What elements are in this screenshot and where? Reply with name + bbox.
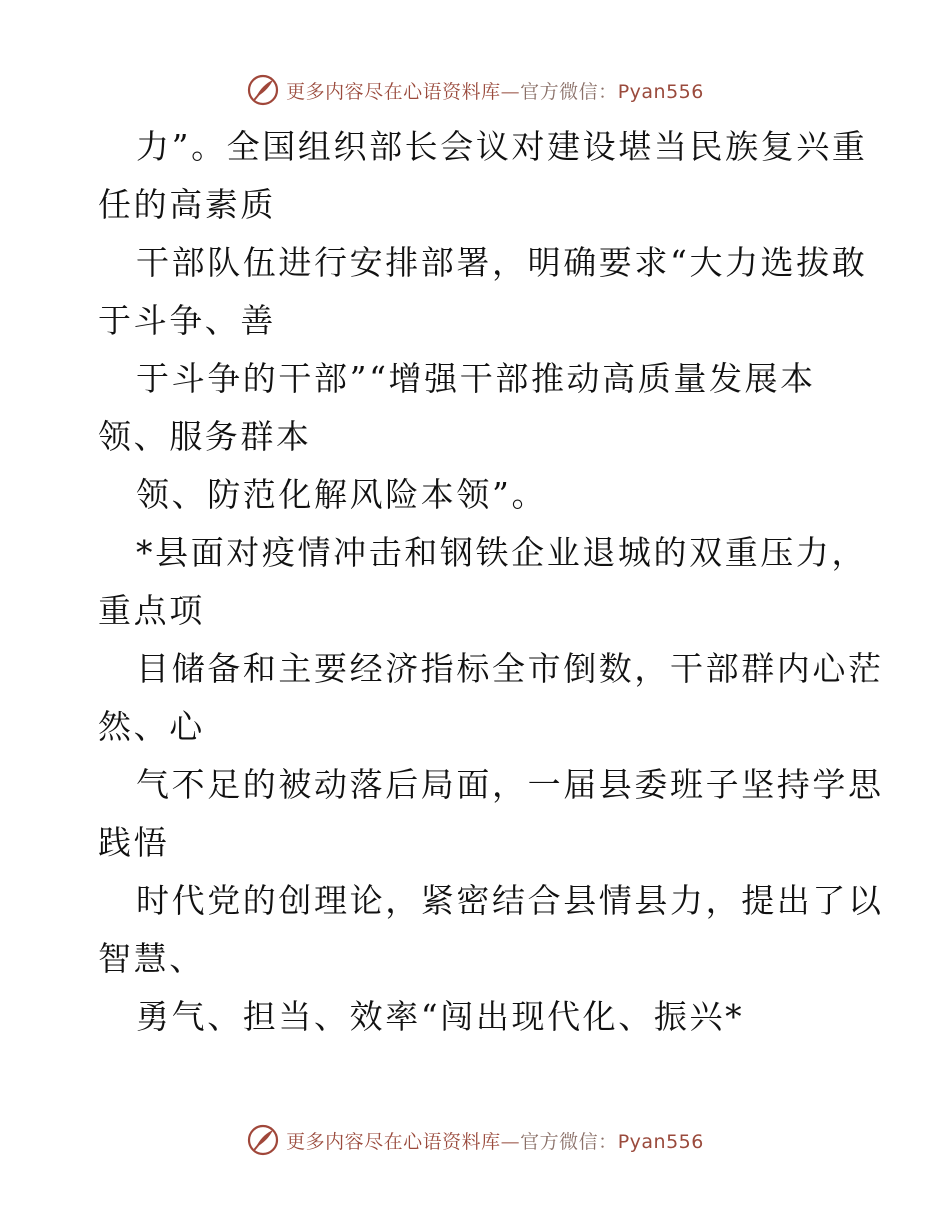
text-line: 目储备和主要经济指标全市倒数，干部群内心茫 [136, 649, 884, 688]
feather-pen-logo-icon [246, 73, 280, 107]
text-line: 干部队伍进行安排部署，明确要求“大力选拔敢 [136, 243, 868, 282]
footer-banner [0, 1120, 950, 1160]
text-line: 气不足的被动落后局面，一届县委班子坚持学思 [136, 765, 884, 804]
header-wechat-label: 官方微信： [520, 80, 618, 103]
footer-watermark-text [286, 1127, 704, 1154]
footer-site-text: 更多内容尽在心语资料库 [286, 1130, 501, 1153]
feather-pen-logo-icon [246, 1123, 280, 1157]
text-line: 然、心 [98, 707, 205, 746]
text-line: 领、防范化解风险本领”。 [136, 475, 548, 514]
footer-wechat-id: Pyan556 [617, 1130, 704, 1153]
text-line: 勇气、担当、效率“闯出现代化、振兴* [136, 997, 745, 1036]
text-line: 任的高素质 [98, 185, 276, 224]
text-line: 智慧、 [98, 939, 205, 978]
text-line: 于斗争、善 [98, 301, 276, 340]
document-body [98, 118, 884, 1046]
text-line: 践悟 [98, 823, 170, 862]
header-separator: — [500, 80, 521, 103]
footer-separator: — [500, 1130, 521, 1153]
text-line: 领、服务群本 [98, 417, 312, 456]
header-site-text: 更多内容尽在心语资料库 [286, 80, 501, 103]
footer-wechat-label: 官方微信： [520, 1130, 618, 1153]
text-line: 力”。全国组织部长会议对建设堪当民族复兴重 [136, 127, 868, 166]
text-line: 时代党的创理论，紧密结合县情县力，提出了以 [136, 881, 884, 920]
text-line: 于斗争的干部”“增强干部推动高质量发展本 [136, 359, 816, 398]
header-watermark-text [286, 77, 704, 104]
header-banner [0, 70, 950, 110]
text-line: *县面对疫情冲击和钢铁企业退城的双重压力， [136, 533, 868, 572]
text-line: 重点项 [98, 591, 205, 630]
header-wechat-id: Pyan556 [617, 80, 704, 103]
